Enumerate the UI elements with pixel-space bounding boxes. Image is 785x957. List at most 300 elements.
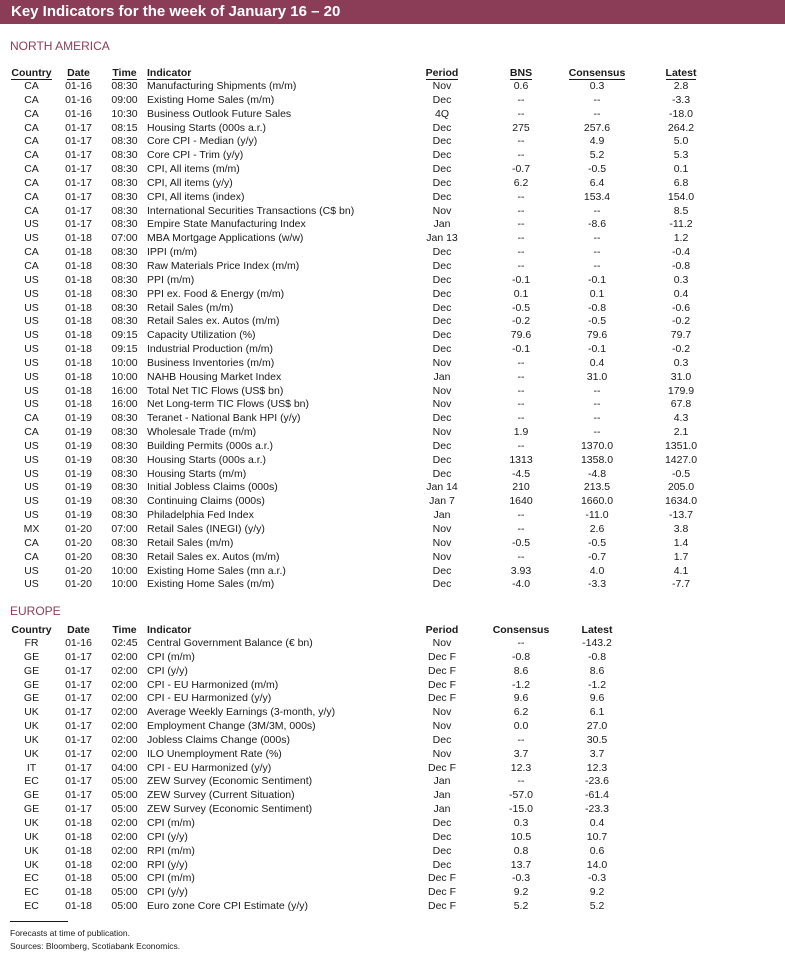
header-consensus: Consensus (568, 67, 626, 79)
cell-country: US (24, 301, 39, 314)
cell-indicator: Business Inventories (m/m) (147, 356, 275, 369)
table-row (8, 578, 723, 592)
header-period: Period (425, 624, 459, 636)
cell-country: EC (24, 900, 39, 913)
cell-period: Dec (432, 273, 452, 286)
cell-indicator: RPI (m/m) (147, 844, 195, 857)
cell-country: US (24, 509, 39, 522)
cell-consensus: -8.6 (587, 218, 607, 231)
cell-indicator: Capacity Utilization (%) (147, 329, 256, 342)
table-row (8, 565, 723, 579)
cell-indicator: Employment Change (3M/3M, 000s) (147, 720, 316, 733)
cell-consensus: 1358.0 (580, 453, 614, 466)
cell-period: Nov (432, 720, 452, 733)
cell-time: 08:15 (111, 121, 138, 134)
cell-consensus: -- (517, 775, 525, 788)
table-row (8, 135, 723, 149)
table-row (8, 859, 639, 873)
cell-indicator: Initial Jobless Claims (000s) (147, 481, 278, 494)
cell-country: CA (24, 426, 39, 439)
cell-time: 16:00 (111, 398, 138, 411)
table-row (8, 523, 723, 537)
cell-date: 01-17 (65, 204, 92, 217)
cell-bns: -- (517, 135, 525, 148)
table-row (8, 398, 723, 412)
cell-latest: 154.0 (667, 190, 695, 203)
cell-date: 01-19 (65, 467, 92, 480)
cell-period: Dec (432, 135, 452, 148)
table-row (8, 232, 723, 246)
cell-indicator: CPI (y/y) (147, 664, 188, 677)
cell-date: 01-17 (65, 789, 92, 802)
cell-date: 01-18 (65, 886, 92, 899)
cell-bns: -- (517, 190, 525, 203)
table-row (8, 831, 639, 845)
cell-latest: 8.5 (673, 204, 689, 217)
cell-consensus: -- (517, 637, 525, 649)
cell-latest: 27.0 (586, 720, 608, 733)
cell-date: 01-19 (65, 439, 92, 452)
cell-date: 01-16 (65, 637, 92, 649)
cell-consensus: -- (593, 107, 601, 120)
cell-consensus: 10.5 (510, 830, 532, 843)
cell-date: 01-18 (65, 830, 92, 843)
cell-bns: -- (517, 356, 525, 369)
header-date: Date (67, 67, 90, 79)
cell-period: Dec F (427, 650, 456, 663)
cell-indicator: Net Long-term TIC Flows (US$ bn) (147, 398, 310, 411)
cell-period: Dec (432, 329, 452, 342)
cell-bns: -- (517, 204, 525, 217)
table-row (8, 537, 723, 551)
cell-latest: 264.2 (667, 121, 695, 134)
cell-indicator: Wholesale Trade (m/m) (147, 426, 257, 439)
cell-country: US (24, 439, 39, 452)
cell-consensus: 12.3 (510, 761, 532, 774)
cell-country: UK (24, 720, 39, 733)
cell-time: 16:00 (111, 384, 138, 397)
cell-date: 01-17 (65, 720, 92, 733)
cell-time: 05:00 (111, 775, 138, 788)
cell-latest: -0.8 (671, 259, 691, 272)
cell-indicator: Teranet - National Bank HPI (y/y) (147, 412, 301, 425)
cell-time: 10:00 (111, 564, 138, 577)
cell-consensus: -- (593, 426, 601, 439)
cell-latest: 2.8 (673, 80, 689, 92)
cell-time: 07:00 (111, 523, 138, 535)
cell-date: 01-18 (65, 315, 92, 328)
cell-period: Jan (433, 509, 451, 522)
cell-consensus: -0.5 (587, 315, 607, 328)
cell-indicator: Retail Sales ex. Autos (m/m) (147, 550, 280, 563)
cell-country: UK (24, 830, 39, 843)
cell-country: GE (23, 664, 40, 677)
cell-date: 01-20 (65, 578, 92, 591)
cell-time: 08:30 (111, 509, 138, 522)
cell-date: 01-18 (65, 872, 92, 885)
table-header (8, 66, 723, 80)
cell-indicator: International Securities Transactions (C$ bn) (147, 204, 355, 217)
cell-period: Dec (432, 858, 452, 871)
cell-bns: 210 (512, 481, 530, 494)
cell-time: 08:30 (111, 273, 138, 286)
cell-bns: -- (517, 370, 525, 383)
cell-country: CA (24, 135, 39, 148)
header-indicator: Indicator (147, 624, 192, 636)
cell-consensus: 4.0 (589, 564, 605, 577)
cell-country: UK (24, 858, 39, 871)
cell-indicator: Business Outlook Future Sales (147, 107, 292, 120)
cell-consensus: 13.7 (510, 858, 532, 871)
section-title-europe: EUROPE (10, 604, 61, 618)
cell-consensus: -1.2 (511, 678, 531, 691)
cell-country: GE (23, 692, 40, 705)
cell-period: Dec (432, 343, 452, 356)
cell-bns: 1640 (509, 495, 533, 508)
footnote-sources: Sources: Bloomberg, Scotiabank Economics. (10, 941, 181, 951)
cell-country: CA (24, 259, 39, 272)
cell-consensus: 0.1 (589, 287, 605, 300)
cell-indicator: CPI, All items (index) (147, 190, 245, 203)
table-row (8, 872, 639, 886)
cell-latest: 205.0 (667, 481, 695, 494)
cell-indicator: Industrial Production (m/m) (147, 343, 274, 356)
cell-indicator: Continuing Claims (000s) (147, 495, 265, 508)
cell-bns: -0.7 (511, 163, 531, 176)
cell-latest: -23.6 (585, 775, 609, 788)
cell-country: MX (23, 523, 40, 535)
cell-latest: 79.7 (670, 329, 692, 342)
cell-period: Nov (432, 204, 452, 217)
cell-latest: 0.4 (673, 287, 689, 300)
cell-consensus: 31.0 (586, 370, 608, 383)
cell-date: 01-16 (65, 80, 92, 92)
header-date: Date (67, 624, 90, 636)
cell-consensus: 3.7 (513, 747, 529, 760)
cell-indicator: Housing Starts (000s a.r.) (147, 121, 267, 134)
cell-period: Jan (433, 370, 451, 383)
cell-time: 10:00 (111, 370, 138, 383)
cell-period: 4Q (434, 107, 449, 120)
cell-indicator: Housing Starts (000s a.r.) (147, 453, 267, 466)
cell-period: Dec F (427, 872, 456, 885)
cell-latest: 5.2 (589, 900, 605, 913)
header-latest: Latest (665, 67, 697, 79)
cell-date: 01-18 (65, 273, 92, 286)
table-row (8, 108, 723, 122)
cell-period: Dec F (427, 692, 456, 705)
cell-country: US (24, 398, 39, 411)
cell-consensus: -0.1 (587, 273, 607, 286)
cell-bns: -- (517, 149, 525, 162)
cell-latest: 0.3 (673, 273, 689, 286)
cell-period: Dec F (427, 900, 456, 913)
cell-country: US (24, 218, 39, 231)
cell-date: 01-18 (65, 900, 92, 913)
cell-time: 02:00 (111, 858, 138, 871)
cell-period: Nov (432, 398, 452, 411)
cell-bns: -- (517, 509, 525, 522)
cell-country: US (24, 384, 39, 397)
cell-time: 08:30 (111, 204, 138, 217)
cell-indicator: Central Government Balance (€ bn) (147, 637, 313, 649)
cell-period: Dec (432, 246, 452, 259)
table-header (8, 623, 639, 637)
cell-country: CA (24, 121, 39, 134)
cell-latest: 1634.0 (664, 495, 698, 508)
cell-latest: -0.2 (671, 343, 691, 356)
cell-country: US (24, 481, 39, 494)
cell-indicator: Manufacturing Shipments (m/m) (147, 80, 297, 92)
cell-country: EC (24, 775, 39, 788)
cell-indicator: ZEW Survey (Economic Sentiment) (147, 803, 313, 816)
table-row (8, 412, 723, 426)
cell-latest: 4.3 (673, 412, 689, 425)
cell-bns: -0.1 (511, 273, 531, 286)
table-row (8, 817, 639, 831)
cell-date: 01-17 (65, 176, 92, 189)
cell-indicator: CPI (y/y) (147, 830, 188, 843)
cell-date: 01-16 (65, 107, 92, 120)
cell-country: UK (24, 844, 39, 857)
cell-time: 08:30 (111, 135, 138, 148)
cell-date: 01-19 (65, 453, 92, 466)
cell-latest: 4.1 (673, 564, 689, 577)
cell-country: US (24, 273, 39, 286)
cell-latest: 10.7 (586, 830, 608, 843)
cell-time: 08:30 (111, 495, 138, 508)
cell-bns: -4.5 (511, 467, 531, 480)
cell-indicator: RPI (y/y) (147, 858, 188, 871)
table-row (8, 191, 723, 205)
cell-latest: -11.2 (669, 218, 693, 231)
cell-country: UK (24, 733, 39, 746)
cell-latest: 0.4 (589, 816, 605, 829)
cell-bns: 3.93 (510, 564, 532, 577)
header-period: Period (425, 67, 459, 79)
cell-consensus: 257.6 (583, 121, 611, 134)
cell-country: GE (23, 678, 40, 691)
cell-latest: -0.8 (587, 650, 607, 663)
cell-country: US (24, 453, 39, 466)
cell-bns: -- (517, 246, 525, 259)
table-row (8, 218, 723, 232)
cell-date: 01-17 (65, 761, 92, 774)
cell-period: Nov (432, 637, 452, 649)
cell-time: 10:00 (111, 578, 138, 591)
cell-country: US (24, 356, 39, 369)
cell-indicator: CPI, All items (m/m) (147, 163, 240, 176)
cell-period: Nov (432, 706, 452, 719)
table-row (8, 720, 639, 734)
cell-time: 02:00 (111, 844, 138, 857)
cell-date: 01-17 (65, 706, 92, 719)
cell-time: 08:30 (111, 176, 138, 189)
table-row (8, 385, 723, 399)
cell-consensus: -- (593, 398, 601, 411)
cell-indicator: CPI, All items (y/y) (147, 176, 233, 189)
cell-date: 01-17 (65, 803, 92, 816)
table-row (8, 288, 723, 302)
cell-period: Dec (432, 301, 452, 314)
cell-bns: -- (517, 550, 525, 563)
cell-date: 01-17 (65, 775, 92, 788)
cell-date: 01-18 (65, 356, 92, 369)
cell-country: CA (24, 536, 39, 549)
cell-consensus: -0.7 (587, 550, 607, 563)
cell-date: 01-19 (65, 412, 92, 425)
cell-period: Dec (432, 816, 452, 829)
cell-period: Nov (432, 550, 452, 563)
cell-latest: 0.1 (673, 163, 689, 176)
table-row (8, 260, 723, 274)
cell-consensus: -11.0 (585, 509, 609, 522)
cell-time: 05:00 (111, 886, 138, 899)
cell-period: Dec (432, 439, 452, 452)
table-row (8, 426, 723, 440)
cell-date: 01-19 (65, 495, 92, 508)
table-row (8, 329, 723, 343)
cell-date: 01-17 (65, 650, 92, 663)
table-row (8, 343, 723, 357)
cell-period: Nov (432, 80, 452, 92)
cell-consensus: 79.6 (586, 329, 608, 342)
cell-indicator: Retail Sales (m/m) (147, 536, 234, 549)
cell-indicator: Existing Home Sales (m/m) (147, 578, 275, 591)
cell-time: 08:30 (111, 149, 138, 162)
cell-consensus: 9.2 (513, 886, 529, 899)
table-row (8, 748, 639, 762)
footnote-forecasts: Forecasts at time of publication. (10, 928, 131, 938)
table-row (8, 495, 723, 509)
cell-bns: -0.5 (511, 536, 531, 549)
cell-period: Dec (432, 121, 452, 134)
cell-bns: -- (517, 107, 525, 120)
cell-consensus: -0.3 (511, 872, 531, 885)
cell-bns: 275 (512, 121, 530, 134)
cell-time: 02:00 (111, 830, 138, 843)
cell-latest: 1427.0 (664, 453, 698, 466)
cell-time: 08:30 (111, 301, 138, 314)
cell-country: CA (24, 412, 39, 425)
cell-bns: -0.2 (511, 315, 531, 328)
cell-date: 01-20 (65, 536, 92, 549)
table-row (8, 315, 723, 329)
cell-period: Dec (432, 149, 452, 162)
cell-latest: 5.3 (673, 149, 689, 162)
cell-indicator: CPI (y/y) (147, 886, 188, 899)
cell-country: CA (24, 149, 39, 162)
cell-date: 01-17 (65, 163, 92, 176)
cell-date: 01-19 (65, 509, 92, 522)
table-row (8, 509, 723, 523)
title-banner (0, 0, 785, 24)
cell-latest: 8.6 (589, 664, 605, 677)
cell-consensus: 0.4 (589, 356, 605, 369)
cell-consensus: 0.3 (513, 816, 529, 829)
cell-consensus: -0.8 (511, 650, 531, 663)
table-row (8, 551, 723, 565)
cell-time: 09:00 (111, 93, 138, 106)
cell-country: EC (24, 872, 39, 885)
cell-country: CA (24, 204, 39, 217)
cell-time: 05:00 (111, 789, 138, 802)
cell-consensus: -0.5 (587, 536, 607, 549)
cell-consensus: -0.5 (587, 163, 607, 176)
cell-latest: -0.5 (671, 467, 691, 480)
cell-period: Dec (432, 190, 452, 203)
cell-period: Dec (432, 259, 452, 272)
cell-time: 08:30 (111, 190, 138, 203)
cell-time: 02:00 (111, 816, 138, 829)
cell-indicator: Philadelphia Fed Index (147, 509, 254, 522)
table-row (8, 246, 723, 260)
cell-date: 01-18 (65, 246, 92, 259)
cell-consensus: 5.2 (513, 900, 529, 913)
cell-time: 08:30 (111, 259, 138, 272)
cell-date: 01-18 (65, 816, 92, 829)
cell-country: CA (24, 80, 39, 92)
cell-date: 01-17 (65, 121, 92, 134)
europe-table (8, 623, 639, 914)
cell-consensus: -- (593, 412, 601, 425)
cell-latest: 1.2 (673, 232, 689, 245)
cell-date: 01-18 (65, 343, 92, 356)
cell-latest: 12.3 (586, 761, 608, 774)
cell-consensus: -- (593, 246, 601, 259)
cell-country: US (24, 495, 39, 508)
cell-date: 01-20 (65, 523, 92, 535)
cell-date: 01-18 (65, 844, 92, 857)
cell-period: Dec (432, 93, 452, 106)
cell-date: 01-17 (65, 149, 92, 162)
cell-period: Dec F (427, 761, 456, 774)
cell-date: 01-18 (65, 384, 92, 397)
cell-period: Nov (432, 384, 452, 397)
cell-country: US (24, 315, 39, 328)
cell-country: CA (24, 93, 39, 106)
cell-date: 01-18 (65, 287, 92, 300)
cell-latest: -13.7 (669, 509, 693, 522)
cell-time: 10:30 (111, 107, 138, 120)
cell-bns: -0.5 (511, 301, 531, 314)
cell-latest: -18.0 (669, 107, 693, 120)
cell-time: 02:00 (111, 692, 138, 705)
cell-latest: 6.1 (589, 706, 605, 719)
cell-country: UK (24, 816, 39, 829)
cell-time: 02:00 (111, 747, 138, 760)
cell-consensus: -- (517, 733, 525, 746)
cell-indicator: MBA Mortgage Applications (w/w) (147, 232, 304, 245)
cell-indicator: Retail Sales (INEGI) (y/y) (147, 523, 265, 535)
cell-time: 08:30 (111, 287, 138, 300)
cell-latest: 31.0 (670, 370, 692, 383)
table-row (8, 762, 639, 776)
cell-indicator: ZEW Survey (Economic Sentiment) (147, 775, 313, 788)
table-row (8, 94, 723, 108)
cell-time: 05:00 (111, 803, 138, 816)
cell-time: 02:00 (111, 650, 138, 663)
cell-bns: -4.0 (511, 578, 531, 591)
section-title-north-america: NORTH AMERICA (10, 39, 110, 53)
cell-period: Jan 14 (426, 481, 458, 494)
cell-indicator: Existing Home Sales (mn a.r.) (147, 564, 286, 577)
cell-bns: 0.6 (513, 80, 529, 92)
cell-country: CA (24, 190, 39, 203)
cell-indicator: Retail Sales ex. Autos (m/m) (147, 315, 280, 328)
cell-time: 09:15 (111, 343, 138, 356)
table-row (8, 149, 723, 163)
